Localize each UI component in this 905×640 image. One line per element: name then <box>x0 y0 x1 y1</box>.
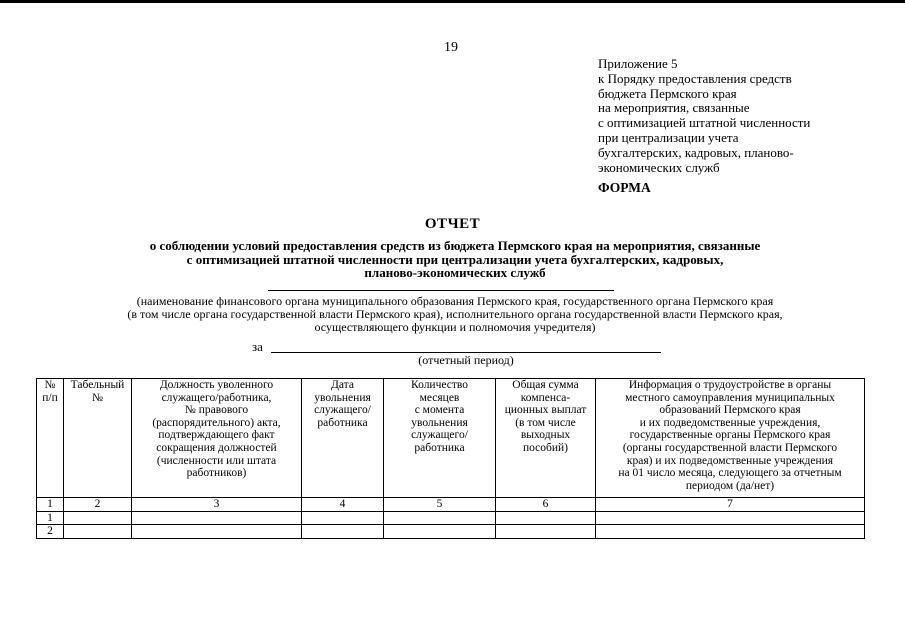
document-subtitle <box>60 239 850 280</box>
column-header-line: п/п <box>42 391 58 404</box>
column-number-cell: 5 <box>384 498 496 512</box>
table-cell[interactable] <box>384 525 496 539</box>
column-header <box>596 379 865 498</box>
appendix-line: бухгалтерских, кадровых, планово- <box>598 144 794 160</box>
period-caption: (отчетный период) <box>418 353 514 367</box>
column-header-line: служащего/ <box>314 404 371 417</box>
column-header-line: (органы государственной власти Пермского <box>622 441 838 454</box>
subtitle-line: с оптимизацией штатной численности при централизации учета бухгалтерских, кадровых, <box>186 251 724 267</box>
row-number-cell: 1 <box>37 511 64 525</box>
column-header-line: периодом (да/нет) <box>685 479 775 492</box>
column-number-cell: 1 <box>37 498 64 512</box>
column-header <box>496 379 596 498</box>
column-header-line: служащего/работника, <box>161 391 272 404</box>
column-number-cell: 2 <box>64 498 132 512</box>
column-header-line: государственные органы Пермского края <box>629 429 831 442</box>
column-header <box>132 379 302 498</box>
form-label: ФОРМА <box>598 180 651 195</box>
column-header-line: пособий) <box>522 441 569 454</box>
subtitle-line: планово-экономических служб <box>364 265 546 280</box>
column-header-line: Общая сумма <box>512 379 579 391</box>
column-header-line: Должность уволенного <box>159 379 274 391</box>
table-cell[interactable] <box>132 511 302 525</box>
table-cell[interactable] <box>132 525 302 539</box>
document-title: ОТЧЕТ <box>424 216 481 232</box>
column-header <box>64 379 132 498</box>
column-header-line: № <box>44 379 56 391</box>
column-header-line: ционных выплат <box>504 404 587 417</box>
column-number-row <box>37 498 865 512</box>
appendix-block <box>598 57 810 175</box>
subtitle-line: о соблюдении условий предоставления средств из бюджета Пермского края на мероприятия, связанные <box>149 238 761 253</box>
appendix-line: экономических служб <box>598 159 720 175</box>
column-header-line: Дата <box>331 379 354 391</box>
column-header-line: и их подведомственные учреждения, <box>639 416 821 429</box>
column-header-line: работников) <box>186 467 247 480</box>
column-header-line: местного самоуправления муниципальных <box>625 391 835 404</box>
column-header-line: увольнения <box>411 416 468 429</box>
column-header-line: месяцев <box>419 391 460 404</box>
column-header-line: (в том числе <box>515 416 576 429</box>
appendix-line: с оптимизацией штатной численности <box>598 115 811 131</box>
table-cell[interactable] <box>496 511 596 525</box>
caption-line: осуществляющего функции и полномочия учредителя) <box>314 320 596 335</box>
column-header-line: сокращения должностей <box>156 441 277 454</box>
column-header-line: компенса- <box>520 391 571 404</box>
column-number-cell: 4 <box>302 498 384 512</box>
column-header-line: (численности или штата <box>156 454 277 467</box>
appendix-line: бюджета Пермского края <box>598 85 737 101</box>
column-header-line: с момента <box>414 404 465 417</box>
appendix-line: на мероприятия, связанные <box>598 100 750 116</box>
table-row <box>37 525 865 539</box>
table-cell[interactable] <box>596 525 865 539</box>
column-header-line: Табельный <box>70 379 125 391</box>
table-cell[interactable] <box>64 511 132 525</box>
table-cell[interactable] <box>302 525 384 539</box>
column-number-cell: 7 <box>596 498 865 512</box>
appendix-line: Приложение 5 <box>598 56 678 71</box>
column-header-line: служащего/ <box>411 429 468 442</box>
column-header-line: работника <box>414 441 465 454</box>
table-cell[interactable] <box>64 525 132 539</box>
column-header <box>302 379 384 498</box>
column-header-line: выходных <box>520 429 571 442</box>
table-cell[interactable] <box>384 511 496 525</box>
column-number-cell: 3 <box>132 498 302 512</box>
top-border-line <box>0 0 905 3</box>
caption-line: (наименование финансового органа муниципального образования Пермского края, государственного органа Пермского края <box>136 294 774 308</box>
appendix-line: при централизации учета <box>598 129 739 145</box>
column-header-line: № правового <box>184 404 249 417</box>
table-cell[interactable] <box>496 525 596 539</box>
column-number-cell: 6 <box>496 498 596 512</box>
row-number-cell: 2 <box>37 525 64 539</box>
column-header-line: Количество <box>411 379 468 391</box>
column-header <box>37 379 64 498</box>
column-header-line: образований Пермского края <box>659 404 801 417</box>
caption-line: (в том числе органа государственной власти Пермского края), исполнительного органа государственной власти Пермского края, <box>127 307 783 322</box>
column-header-line: Информация о трудоустройстве в органы <box>628 379 832 391</box>
column-header-line: подтверждающего факт <box>158 429 275 442</box>
page-number: 19 <box>444 40 458 55</box>
table-row <box>37 511 865 525</box>
column-header-line: (распорядительного) акта, <box>152 416 281 429</box>
table-cell[interactable] <box>302 511 384 525</box>
column-header-line: края) и их подведомственные учреждения <box>626 454 834 467</box>
period-prefix: за <box>252 339 263 354</box>
org-name-caption <box>60 295 850 335</box>
column-header-line: работника <box>317 416 368 429</box>
appendix-line: к Порядку предоставления средств <box>598 70 792 86</box>
column-header-line: на 01 число месяца, следующего за отчетным <box>618 467 842 480</box>
column-header-line: № <box>92 391 103 404</box>
column-header <box>384 379 496 498</box>
org-name-fill-line[interactable] <box>268 290 614 291</box>
report-table <box>36 378 865 539</box>
table-header-row <box>37 379 865 498</box>
column-header-line: увольнения <box>314 391 371 404</box>
table-cell[interactable] <box>596 511 865 525</box>
